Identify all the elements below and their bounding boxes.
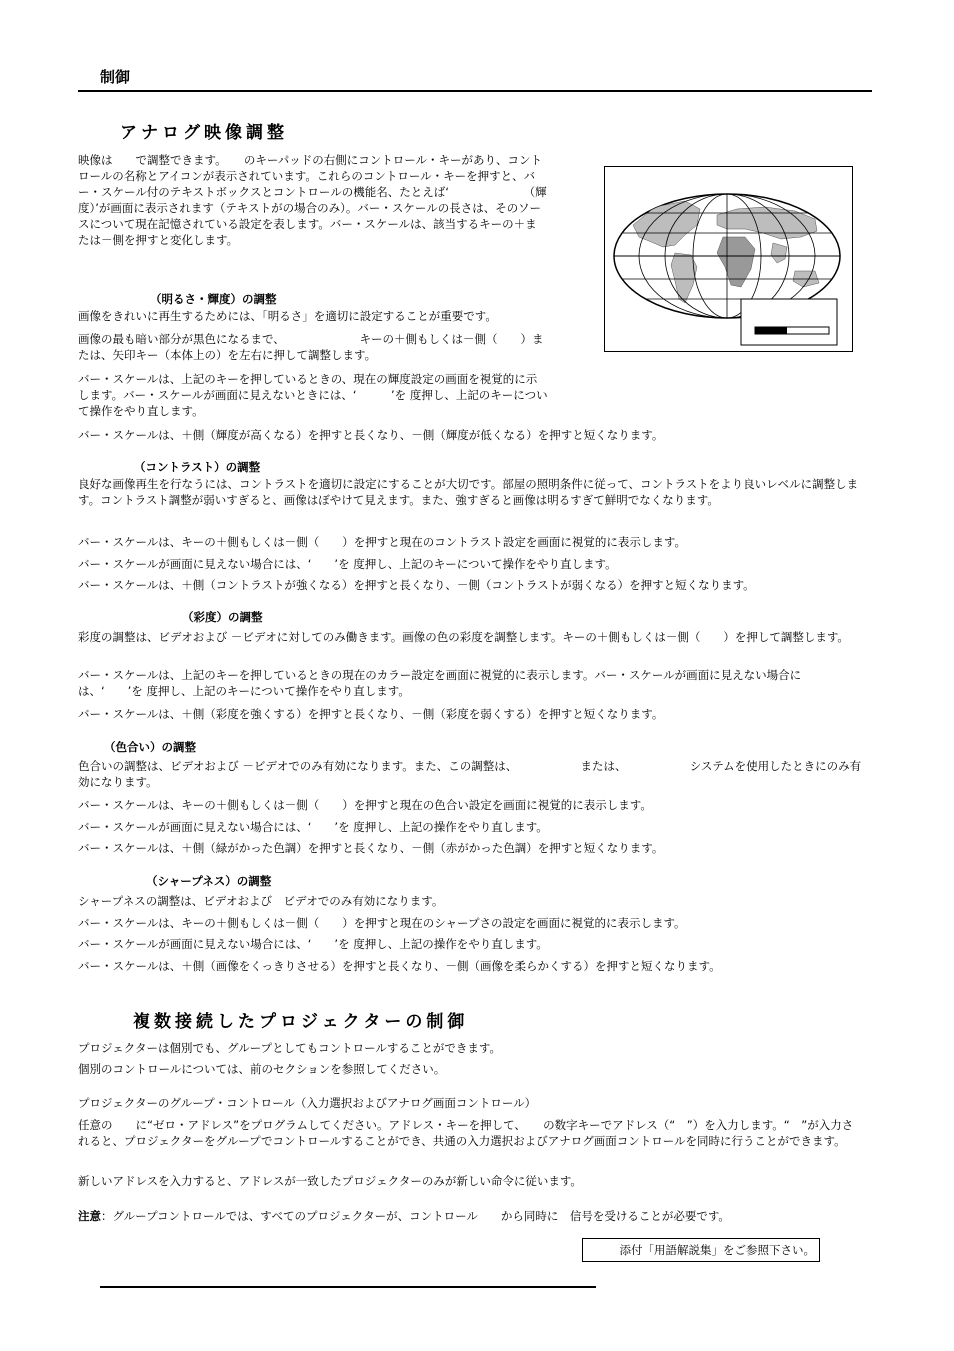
sharpness-paragraph-4: バー・スケールは、＋側（画像をくっきりさせる）を押すと長くなり、－側（画像を柔らかくする）を押すと短くなります。: [78, 959, 721, 973]
multi-note: [78, 1208, 730, 1224]
subheading-contrast: （コントラスト）の調整: [134, 460, 261, 474]
brightness-paragraph-2: 画像の最も暗い部分が黒色になるまで、 キーの＋側もしくは－側（ ）または、矢印キー（本体上の）を左右に押して調整します。: [78, 332, 544, 362]
analog-intro-text: 映像は で調整できます。 のキーパッドの右側にコントロール・キーがあり、コントロールの名称とアイコンが表示されています。これらのコントロール・キーを押すと、バー・スケール付のテキストボックスとコントロールの機能名、たとえば‘ （輝度）’が画面に表示されます（テキストがの場合のみ）。バー・スケールの長さは、そのソースについて現在記憶されている設定を表します。バー・スケールは、該当するキーの＋または－側を押すと変化します。: [78, 153, 547, 247]
footer-rule: [100, 1286, 596, 1288]
glossary-reference-box: 添付「用語解説集」をご参照下さい。: [582, 1238, 820, 1262]
subheading-saturation: （彩度）の調整: [182, 610, 263, 624]
tint-paragraph-2: バー・スケールは、キーの＋側もしくは－側（ ）を押すと現在の色合い設定を画面に視覚的に表示します。: [78, 798, 652, 812]
subheading-sharpness: （シャープネス）の調整: [146, 874, 272, 888]
multi-paragraph-5: 新しいアドレスを入力すると、アドレスが一致したプロジェクターのみが新しい命令に従います。: [78, 1174, 582, 1188]
saturation-paragraph-1: 彩度の調整は、ビデオおよび －ビデオに対してのみ働きます。画像の色の彩度を調整します。キーの＋側もしくは－側（ ）を押して調整します。: [78, 630, 849, 644]
brightness-paragraph-1: 画像をきれいに再生するためには、「明るさ」を適切に設定することが重要です。: [78, 309, 497, 323]
saturation-paragraph-3: バー・スケールは、＋側（彩度を強くする）を押すと長くなり、－側（彩度を弱くする）を押すと短くなります。: [78, 707, 664, 721]
contrast-paragraph-3: バー・スケールが画面に見えない場合には、‘ ’を 度押し、上記のキーについて操作をやり直します。: [78, 557, 617, 571]
subheading-brightness: （明るさ・輝度）の調整: [150, 292, 277, 306]
contrast-paragraph-2: バー・スケールは、キーの＋側もしくは－側（ ）を押すと現在のコントラスト設定を画面に視覚的に表示します。: [78, 535, 686, 549]
multi-paragraph-1: プロジェクターは個別でも、グループとしてもコントロールすることができます。: [78, 1041, 501, 1055]
tint-paragraph-1: 色合いの調整は、ビデオおよび －ビデオでのみ有効になります。また、この調整は、 または、 システムを使用したときにのみ有効になります。: [78, 759, 862, 789]
sharpness-paragraph-3: バー・スケールが画面に見えない場合には、‘ ’を 度押し、上記の操作をやり直します。: [78, 937, 548, 951]
tint-paragraph-4: バー・スケールは、＋側（緑がかった色調）を押すと長くなり、－側（赤がかった色調）を押すと短くなります。: [78, 841, 664, 855]
contrast-paragraph-4: バー・スケールは、＋側（コントラストが強くなる）を押すと長くなり、－側（コントラストが弱くなる）を押すと短くなります。: [78, 578, 755, 592]
contrast-paragraph-1: 良好な画像再生を行なうには、コントラストを適切に設定にすることが大切です。部屋の照明条件に従って、コントラストをより良いレベルに調整します。コントラスト調整が弱いすぎると、画像はぼやけて見えます。また、強すぎると画像は明るすぎて鮮明でなくなります。: [78, 477, 859, 507]
brightness-paragraph-4: バー・スケールは、＋側（輝度が高くなる）を押すと長くなり、－側（輝度が低くなる）を押すと短くなります。: [78, 428, 664, 442]
saturation-paragraph-2: バー・スケールは、上記のキーを押しているときの現在のカラー設定を画面に視覚的に表示します。バー・スケールが画面に見えない場合には、‘ ’を 度押し、上記のキーについて操作をやり直します。: [78, 668, 802, 698]
multi-paragraph-3: プロジェクターのグループ・コントロール（入力選択およびアナログ画面コントロール）: [78, 1096, 537, 1110]
page-header-title: 制御: [100, 68, 131, 86]
multi-paragraph-2: 個別のコントロールについては、前のセクションを参照してください。: [78, 1062, 446, 1076]
brightness-paragraph-3: バー・スケールは、上記のキーを押しているときの、現在の輝度設定の画面を視覚的に示します。バー・スケールが画面に見えないときには、‘ ’を 度押し、上記のキーについて操作をやり直します。: [78, 372, 548, 418]
tint-paragraph-3: バー・スケールが画面に見えない場合には、‘ ’を 度押し、上記の操作をやり直します。: [78, 820, 548, 834]
multi-paragraph-4: 任意の に“ゼロ・アドレス”をプログラムしてください。アドレス・キーを押して、 の数字キーでアドレス（“ ”）を入力します。“ ”が入力されると、プロジェクターをグループでコントロールすることができ、共通の入力選択およびアナログ画面コントロールを同時に行うことができます。: [78, 1118, 854, 1148]
world-map-figure: [604, 166, 853, 352]
sharpness-paragraph-1: シャープネスの調整は、ビデオおよび ビデオでのみ有効になります。: [78, 894, 444, 908]
subheading-tint: （色合い）の調整: [104, 740, 196, 754]
note-label: 注意: [78, 1209, 101, 1223]
note-text: ：グループコントロールでは、すべてのプロジェクターが、コントロール から同時に 信号を受けることが必要です。: [101, 1209, 730, 1223]
world-map-illustration: [605, 167, 851, 350]
section-heading-multi-projector: 複数接続したプロジェクターの制御: [133, 1012, 469, 1032]
section-heading-analog: アナログ映像調整: [120, 123, 288, 143]
sharpness-paragraph-2: バー・スケールは、キーの＋側もしくは－側（ ）を押すと現在のシャープさの設定を画面に視覚的に表示します。: [78, 916, 686, 930]
header-rule: [78, 90, 872, 92]
